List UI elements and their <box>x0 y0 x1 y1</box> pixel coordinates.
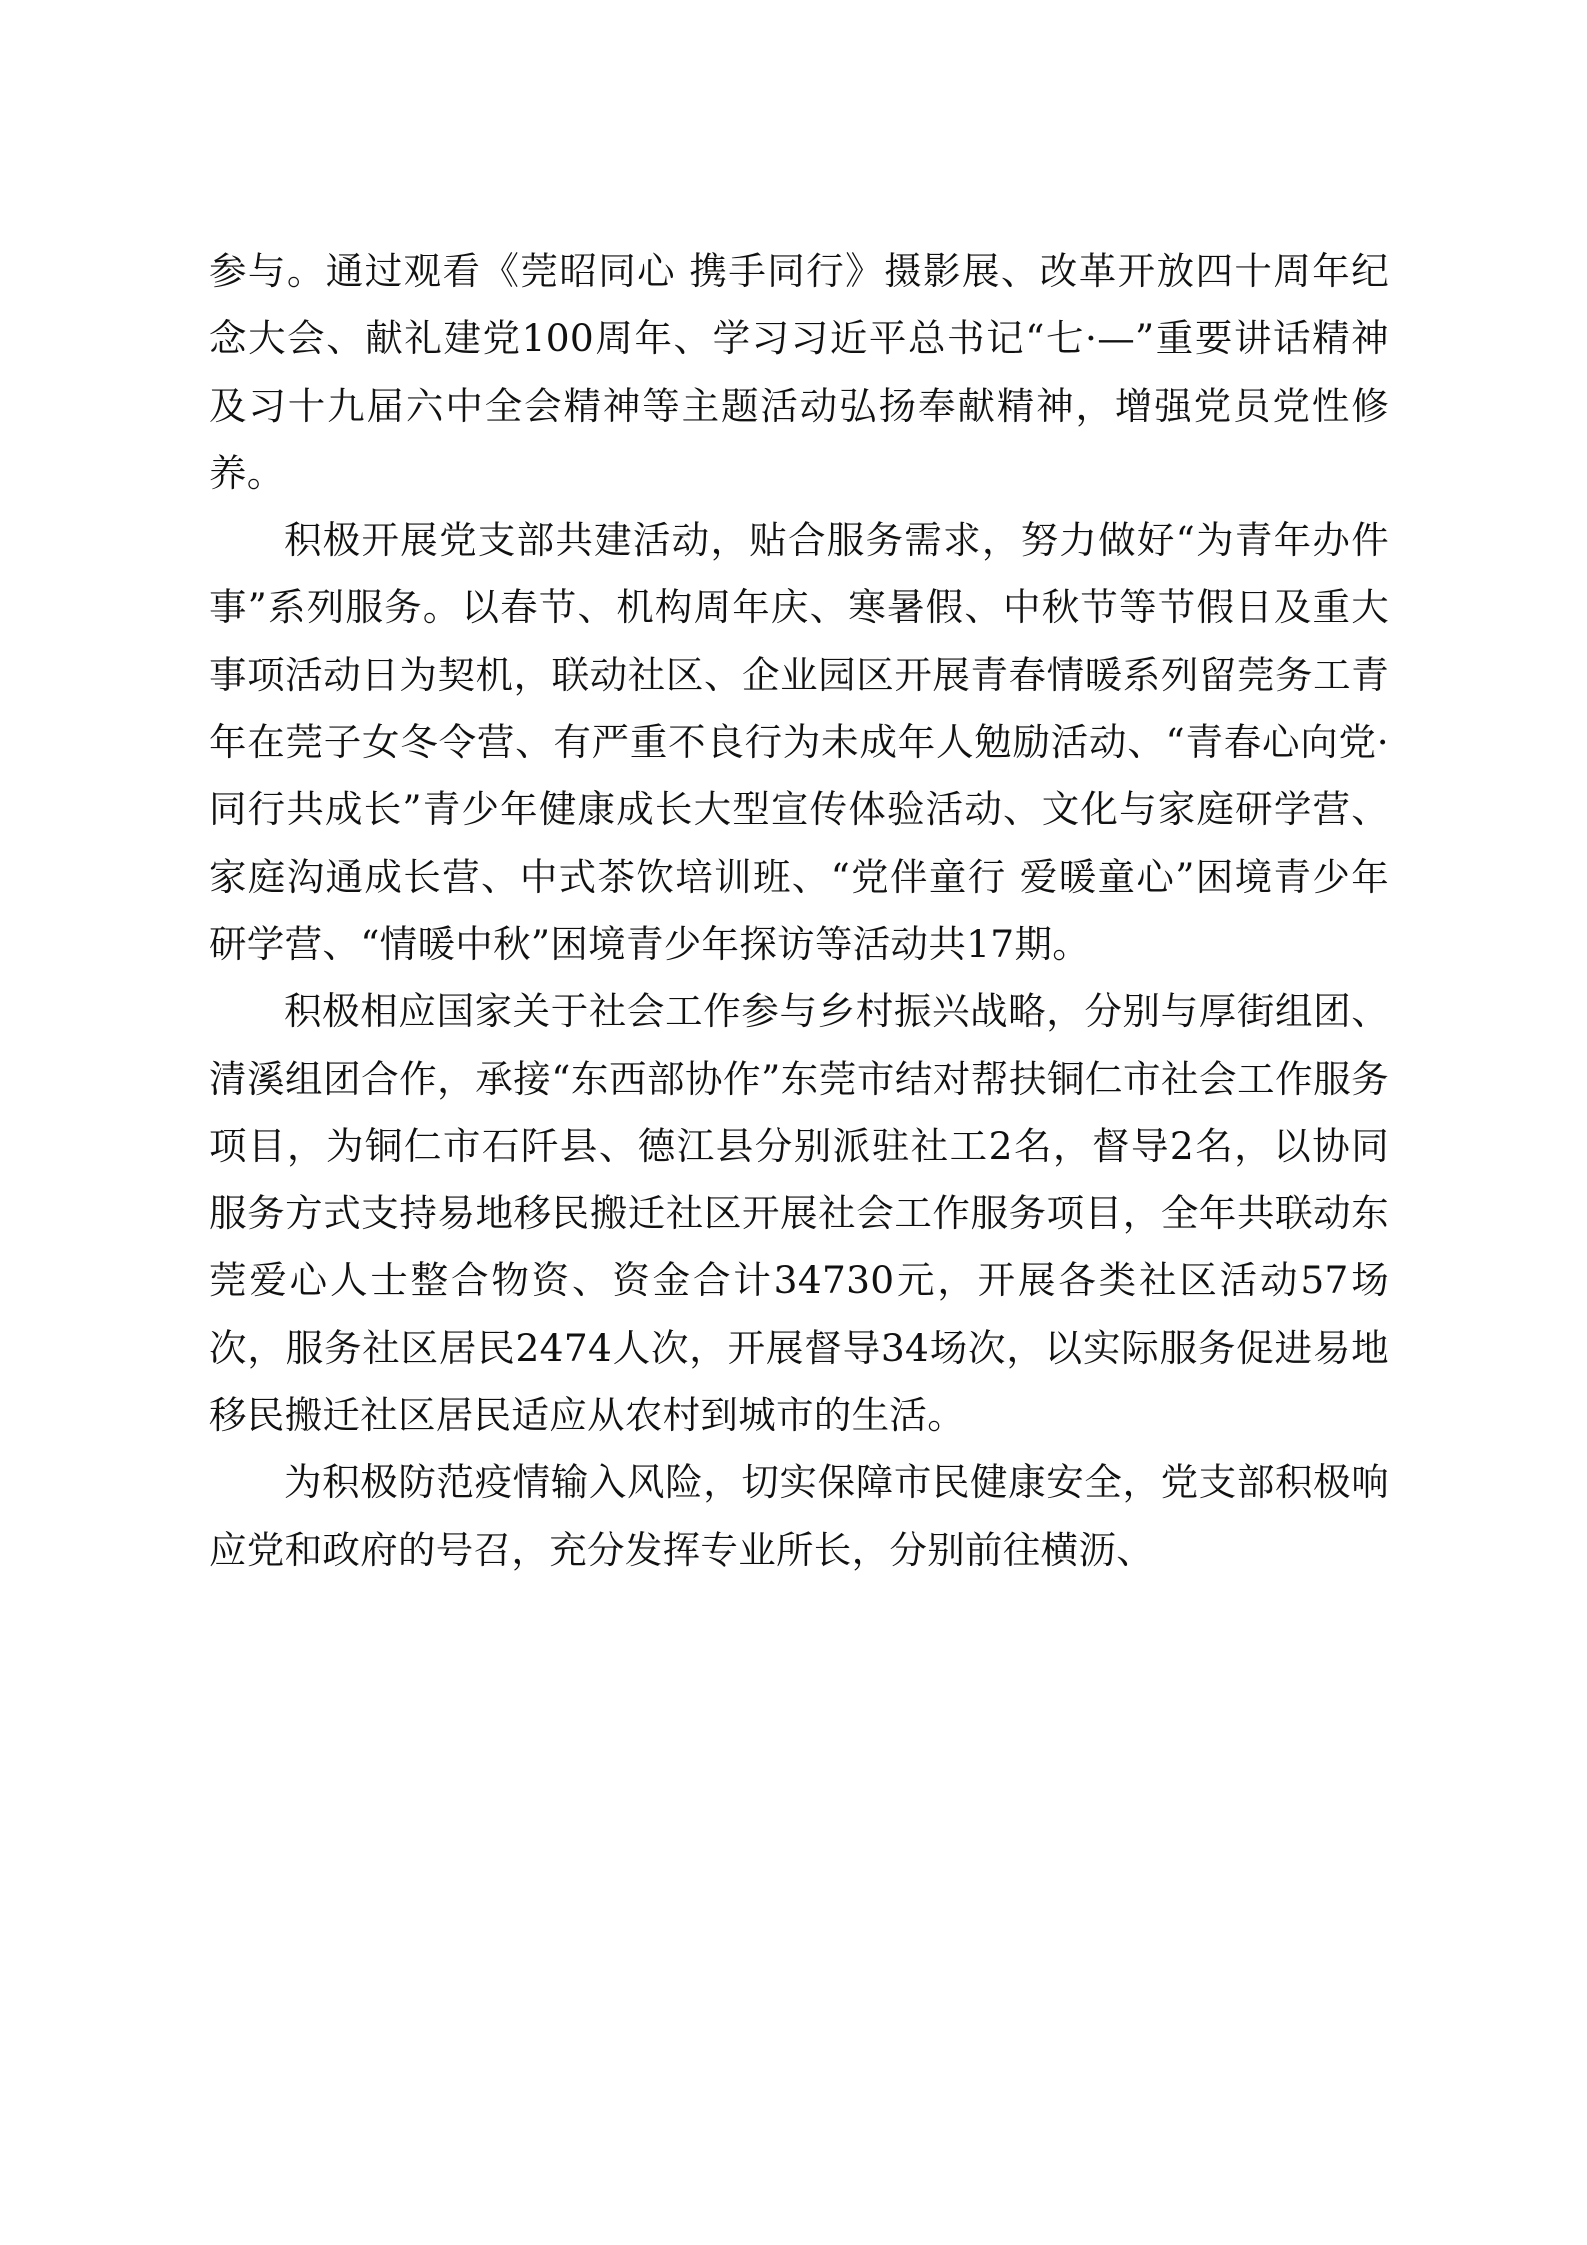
paragraph-party-member-activities: 参与。通过观看《莞昭同心 携手同行》摄影展、改革开放四十周年纪念大会、献礼建党100周年、学习习近平总书记“七·—”重要讲话精神及习十九届六中全会精神等主题活动弘扬奉献精神，增强党员党性修养。 <box>209 249 1389 495</box>
paragraph-rural-revitalization: 积极相应国家关于社会工作参与乡村振兴战略，分别与厚街组团、清溪组团合作，承接“东西部协作”东莞市结对帮扶铜仁市社会工作服务项目，为铜仁市石阡县、德江县分别派驻社工2名，督导2名，以协同服务方式支持易地移民搬迁社区开展社会工作服务项目，全年共联动东莞爱心人士整合物资、资金合计34730元，开展各类社区活动57场次，服务社区居民2474人次，开展督导34场次，以实际服务促进易地移民搬迁社区居民适应从农村到城市的生活。 <box>209 989 1389 1438</box>
paragraph-youth-services: 积极开展党支部共建活动，贴合服务需求，努力做好“为青年办件事”系列服务。以春节、机构周年庆、寒暑假、中秋节等节假日及重大事项活动日为契机，联动社区、企业园区开展青春情暖系列留莞务工青年在莞子女冬令营、有严重不良行为未成年人勉励活动、“青春心向党·同行共成长”青少年健康成长大型宣传体验活动、文化与家庭研学营、家庭沟通成长营、中式茶饮培训班、“党伴童行 爱暖童心”困境青少年研学营、“情暖中秋”困境青少年探访等活动共17期。 <box>209 518 1389 966</box>
paragraph-epidemic-prevention: 为积极防范疫情输入风险，切实保障市民健康安全，党支部积极响应党和政府的号召，充分发挥专业所长，分别前往横沥、 <box>209 1460 1389 1572</box>
document-body <box>209 238 1389 1584</box>
